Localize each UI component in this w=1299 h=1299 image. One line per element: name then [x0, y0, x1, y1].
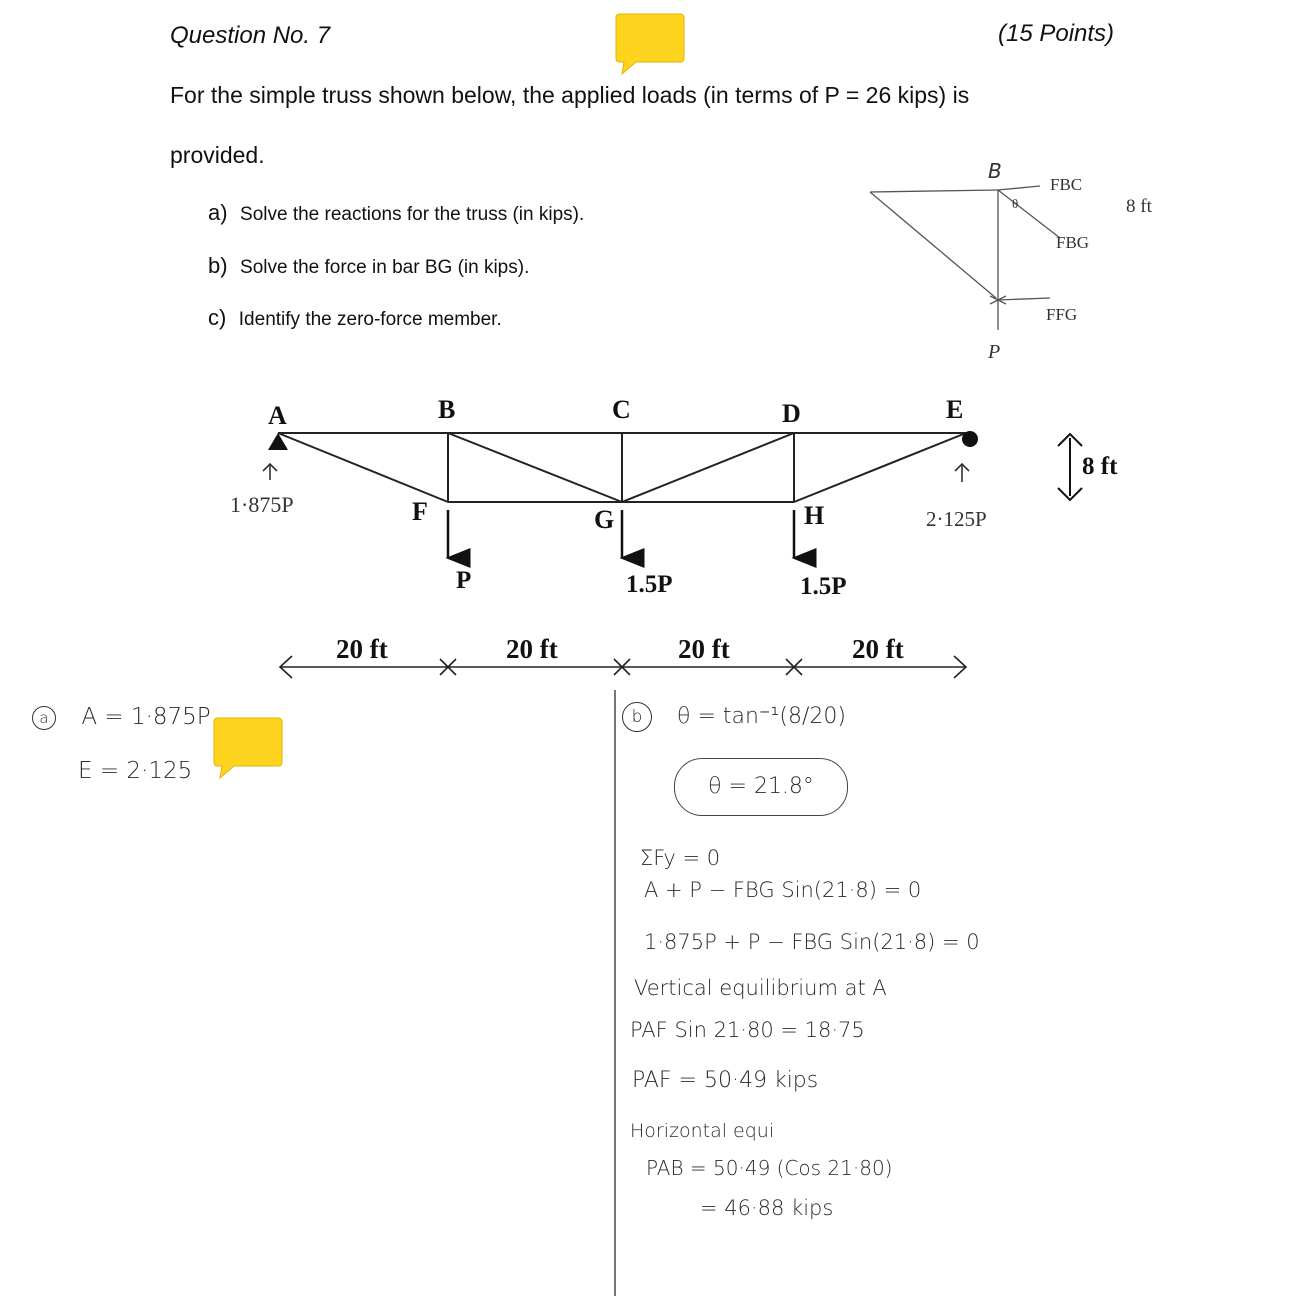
- free-body-diagram: [860, 150, 1190, 370]
- part-b-marker: b: [622, 702, 652, 732]
- question-item-b: [208, 253, 529, 279]
- question-item-a: [208, 200, 584, 226]
- work-line-8: PAB = 50·49 (Cos 21·80): [646, 1156, 893, 1180]
- item-marker: b): [208, 253, 228, 278]
- node-label-h: H: [804, 501, 825, 530]
- comment-note-icon[interactable]: [212, 716, 284, 780]
- node-label-e: E: [946, 395, 964, 424]
- truss-members: [278, 433, 966, 502]
- fbd-load-label: P: [988, 341, 1001, 363]
- theta-result-box: θ = 21.8°: [674, 758, 848, 816]
- part-a-marker: a: [32, 706, 56, 730]
- fbd-fbc-label: FBC: [1050, 175, 1083, 194]
- theta-equation: θ = tan⁻¹(8/20): [677, 704, 846, 729]
- work-line-3: 1·875P + P − FBG Sin(21·8) = 0: [644, 930, 980, 954]
- fbd-ffg-label: FFG: [1046, 305, 1078, 324]
- member-bg: [448, 433, 622, 502]
- work-line-5: PAF Sin 21·80 = 18·75: [630, 1018, 865, 1042]
- work-line-9: = 46·88 kips: [700, 1196, 834, 1220]
- member-gd: [622, 433, 794, 502]
- member-af: [278, 433, 448, 502]
- node-label-d: D: [782, 399, 801, 428]
- height-dimension: [1058, 434, 1082, 500]
- comment-note-icon[interactable]: [614, 12, 686, 76]
- span-label-4: 20 ft: [852, 634, 904, 664]
- part-b-theta-equation: [622, 702, 846, 732]
- fbd-fbg-label: FBG: [1056, 233, 1090, 252]
- height-label: 8 ft: [1082, 453, 1118, 480]
- load-label-h: 1.5P: [800, 573, 847, 600]
- reaction-e-label: 2·125P: [926, 507, 987, 531]
- node-label-c: C: [612, 395, 631, 424]
- column-divider: [614, 690, 616, 1296]
- span-label-3: 20 ft: [678, 634, 730, 664]
- item-marker: c): [208, 305, 227, 330]
- truss-diagram: [0, 380, 1299, 710]
- work-line-1: ΣFy = 0: [640, 846, 721, 870]
- work-line-4: Vertical equilibrium at A: [634, 976, 887, 1000]
- part-a-line2: E = 2·125: [78, 758, 193, 784]
- points-label: (15 Points): [998, 20, 1115, 47]
- part-a-answer: [32, 704, 211, 730]
- item-text: Identify the zero-force member.: [238, 309, 502, 330]
- load-label-f: P: [456, 567, 472, 594]
- question-title: Question No. 7: [170, 22, 331, 49]
- item-marker: a): [208, 200, 228, 225]
- work-line-6: PAF = 50·49 kips: [632, 1068, 819, 1093]
- node-label-b: B: [438, 395, 456, 424]
- roller-support-icon: [962, 431, 978, 447]
- node-label-g: G: [594, 505, 615, 534]
- span-label-2: 20 ft: [506, 634, 558, 664]
- load-label-g: 1.5P: [626, 571, 673, 598]
- problem-statement-line2: provided.: [170, 142, 265, 168]
- member-he: [794, 433, 966, 502]
- work-line-7: Horizontal equi: [630, 1120, 775, 1142]
- work-line-2: A + P − FBG Sin(21·8) = 0: [644, 878, 922, 902]
- fbd-height-label: 8 ft: [1126, 196, 1152, 217]
- span-label-1: 20 ft: [336, 634, 388, 664]
- item-text: Solve the force in bar BG (in kips).: [240, 257, 530, 278]
- item-text: Solve the reactions for the truss (in kips).: [240, 204, 585, 225]
- fbd-theta-label: θ: [1012, 196, 1019, 211]
- fbd-node-label: B: [988, 159, 1002, 183]
- node-label-a: A: [268, 401, 287, 430]
- reaction-a-label: 1·875P: [230, 492, 294, 517]
- node-label-f: F: [412, 497, 428, 526]
- question-item-c: [208, 305, 502, 331]
- part-a-line1: A = 1·875P: [81, 704, 211, 730]
- problem-statement-line1: For the simple truss shown below, the applied loads (in terms of P = 26 kips) is: [170, 82, 970, 108]
